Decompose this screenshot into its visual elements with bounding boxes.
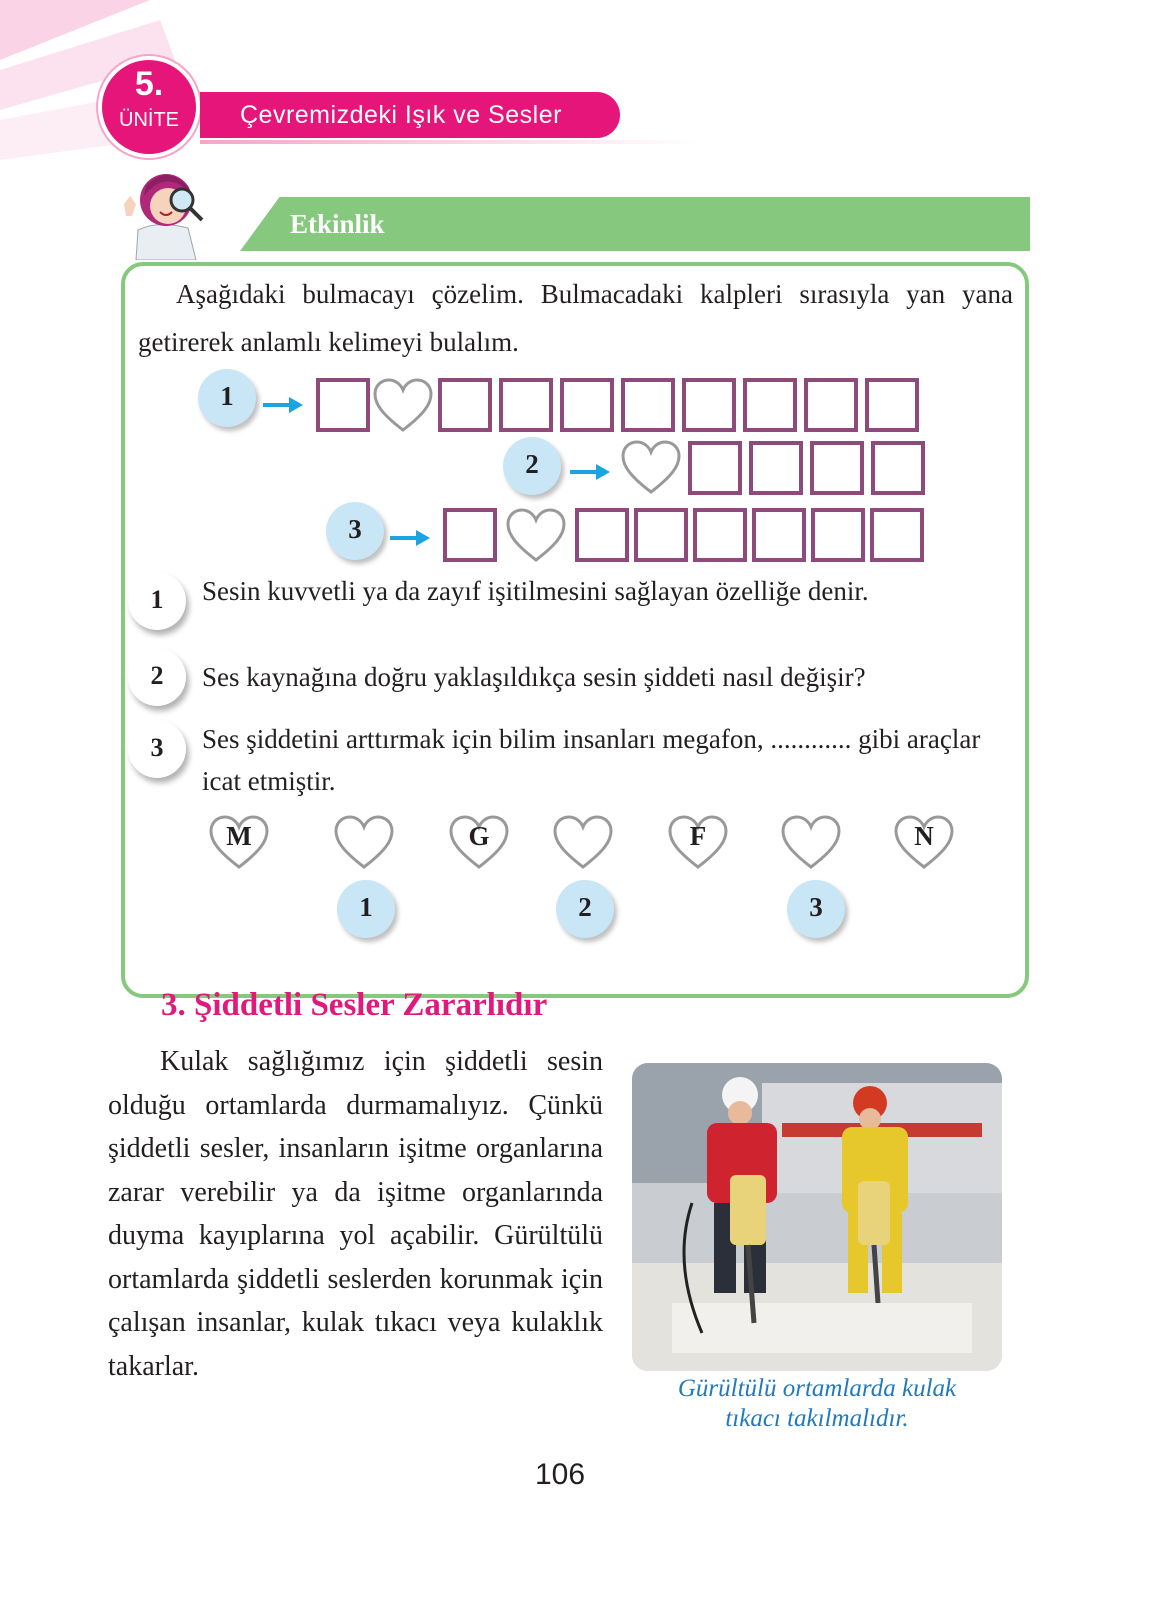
puzzle-row-2-number: 2 xyxy=(503,437,561,495)
answer-number-3: 3 xyxy=(787,880,845,938)
unit-title: Çevremizdeki Işık ve Sesler xyxy=(240,101,562,129)
heart-icon xyxy=(333,815,395,871)
answer-heart-3 xyxy=(448,815,510,871)
unit-badge xyxy=(98,56,200,158)
arrow-right-icon xyxy=(570,462,610,482)
puzzle-cell[interactable] xyxy=(811,508,865,562)
section-title: 3. Şiddetli Sesler Zararlıdır xyxy=(161,987,548,1023)
arrow-right-icon xyxy=(390,528,430,548)
activity-title: Etkinlik xyxy=(290,209,385,239)
workers-jackhammer-image xyxy=(632,1063,1002,1371)
puzzle-cell[interactable] xyxy=(316,378,370,432)
puzzle-cell[interactable] xyxy=(743,378,797,432)
heart-cell-icon[interactable] xyxy=(505,508,567,564)
question-2-number: 2 xyxy=(128,648,186,706)
unit-word: ÜNİTE xyxy=(119,109,179,131)
heart-cell-icon[interactable] xyxy=(372,378,434,434)
question-2-text: Ses kaynağına doğru yaklaşıldıkça sesin şiddeti nasıl değişir? xyxy=(202,662,866,692)
puzzle-cell[interactable] xyxy=(688,441,742,495)
question-3-number: 3 xyxy=(128,720,186,778)
answer-heart-letter: G xyxy=(468,821,490,851)
puzzle-row-1-number: 1 xyxy=(198,369,256,427)
puzzle-cell[interactable] xyxy=(560,378,614,432)
answer-heart-2[interactable] xyxy=(333,815,395,871)
question-3-text: Ses şiddetini arttırmak için bilim insanları megafon, ............ gibi araçlar icat etmiştir. xyxy=(202,724,981,796)
puzzle-cell[interactable] xyxy=(682,378,736,432)
puzzle-cell[interactable] xyxy=(621,378,675,432)
arrow-right-icon xyxy=(263,395,303,415)
question-1-text: Sesin kuvvetli ya da zayıf işitilmesini sağlayan özelliğe denir. xyxy=(202,576,869,606)
workers-photo xyxy=(632,1063,1002,1371)
puzzle-cell[interactable] xyxy=(871,441,925,495)
answer-heart-7 xyxy=(893,815,955,871)
page-number: 106 xyxy=(534,1458,586,1491)
heart-icon xyxy=(780,815,842,871)
answer-heart-letter: F xyxy=(689,821,707,851)
puzzle-row-3-number: 3 xyxy=(326,502,384,560)
puzzle-cell[interactable] xyxy=(810,441,864,495)
answer-heart-letter: M xyxy=(226,821,252,851)
unit-number: 5. xyxy=(134,65,164,103)
heart-cell-icon[interactable] xyxy=(620,440,682,496)
unit-underline xyxy=(200,140,700,144)
answer-number-1: 1 xyxy=(337,880,395,938)
answer-heart-5 xyxy=(667,815,729,871)
puzzle-cell[interactable] xyxy=(865,378,919,432)
answer-heart-letter: N xyxy=(914,821,934,851)
puzzle-cell[interactable] xyxy=(499,378,553,432)
puzzle-cell[interactable] xyxy=(752,508,806,562)
puzzle-cell[interactable] xyxy=(438,378,492,432)
question-1-number: 1 xyxy=(128,572,186,630)
puzzle-cell[interactable] xyxy=(575,508,629,562)
puzzle-cell[interactable] xyxy=(749,441,803,495)
photo-caption-line-1: Gürültülü ortamlarda kulak xyxy=(677,1375,957,1402)
puzzle-cell[interactable] xyxy=(804,378,858,432)
girl-magnifier-illustration xyxy=(118,160,228,260)
puzzle-cell[interactable] xyxy=(443,508,497,562)
answer-heart-1 xyxy=(208,815,270,871)
section-body: Kulak sağlığımız için şiddetli sesin olduğu ortamlarda durmamalıyız. Çünkü şiddetli sesler, insanların işitme organlarına zarar verebilir ya da işitme organlarında duyma kayıplarına yol açabilir. Gürültülü ortamlarda şiddetli seslerden korunmak için çalışan insanlar, kulak tıkacı veya kulaklık takarlar. xyxy=(108,1046,603,1382)
puzzle-cell[interactable] xyxy=(870,508,924,562)
puzzle-cell[interactable] xyxy=(693,508,747,562)
answer-heart-4[interactable] xyxy=(552,815,614,871)
photo-caption-line-2: tıkacı takılmalıdır. xyxy=(725,1405,909,1432)
answer-number-2: 2 xyxy=(556,880,614,938)
activity-intro: Aşağıdaki bulmacayı çözelim. Bulmacadaki kalpleri sırasıyla yan yana getirerek anlamlı kelimeyi bulalım. xyxy=(138,279,1013,357)
answer-heart-6[interactable] xyxy=(780,815,842,871)
heart-icon xyxy=(552,815,614,871)
photo-caption xyxy=(632,1374,1002,1434)
puzzle-cell[interactable] xyxy=(634,508,688,562)
